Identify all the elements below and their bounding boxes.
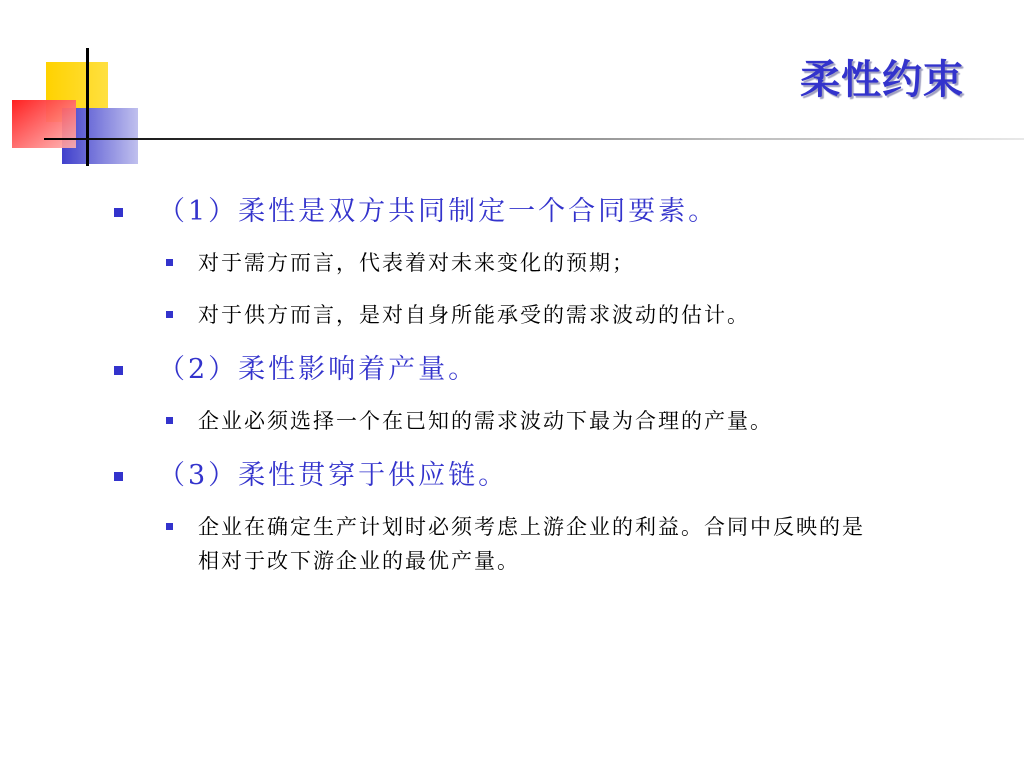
- bullet-item-3-text: （3）柔性贯穿于供应链。: [158, 460, 509, 491]
- sub-bullet-2-1: [108, 404, 878, 438]
- sub-bullet-1-1-text: 对于需方而言，代表着对未来变化的预期；: [198, 251, 635, 275]
- sub-bullet-1-2-text: 对于供方而言，是对自身所能承受的需求波动的估计。: [198, 303, 750, 327]
- slide-content: [108, 192, 968, 596]
- deco-horizontal-line: [44, 138, 1024, 140]
- square-bullet-icon: [166, 523, 173, 530]
- sub-bullet-1-2: [108, 298, 878, 332]
- sub-bullet-3-1: [108, 510, 878, 578]
- sub-bullet-1-1: [108, 246, 878, 280]
- bullet-item-1: [108, 192, 968, 232]
- bullet-item-2: [108, 350, 968, 390]
- square-bullet-icon: [166, 259, 173, 266]
- sub-bullet-3-1-text: 企业在确定生产计划时必须考虑上游企业的利益。合同中反映的是相对于改下游企业的最优产量。: [198, 515, 865, 573]
- bullet-item-2-text: （2）柔性影响着产量。: [158, 354, 479, 385]
- square-bullet-icon: [114, 208, 123, 217]
- sub-bullet-2-1-text: 企业必须选择一个在已知的需求波动下最为合理的产量。: [198, 409, 773, 433]
- square-bullet-icon: [166, 417, 173, 424]
- deco-red-square: [12, 100, 76, 148]
- bullet-item-3: [108, 456, 968, 496]
- square-bullet-icon: [114, 472, 123, 481]
- deco-vertical-line: [86, 48, 89, 166]
- square-bullet-icon: [166, 311, 173, 318]
- slide-title: 柔性约束: [800, 57, 964, 103]
- square-bullet-icon: [114, 366, 123, 375]
- bullet-item-1-text: （1）柔性是双方共同制定一个合同要素。: [158, 196, 719, 227]
